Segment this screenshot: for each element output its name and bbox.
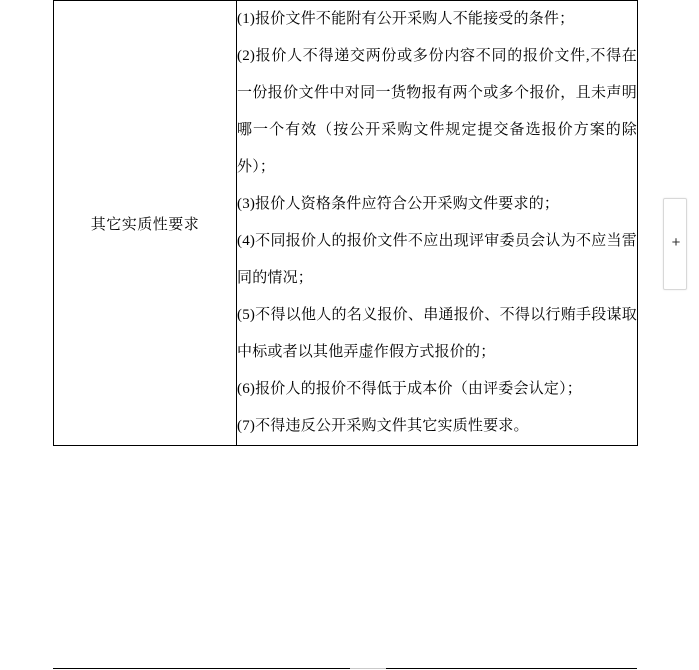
row-label-text: 其它实质性要求 [90, 216, 200, 233]
clause-6: (6)报价人的报价不得低于成本价（由评委会认定）； [237, 381, 582, 397]
clause-7: (7)不得违反公开采购文件其它实质性要求。 [237, 418, 529, 434]
table-bottom-border [53, 668, 637, 669]
clause-1: (1)报价文件不能附有公开采购人不能接受的条件； [237, 11, 575, 27]
row-content-cell [237, 1, 638, 446]
row-label-cell [54, 1, 237, 446]
page-break-tick [350, 664, 386, 669]
clause-2: (2)报价人不得递交两份或多份内容不同的报价文件,不得在一份报价文件中对同一货物报有两个或多个报价，且未声明哪一个有效（按公开采购文件规定提交备选报价方案的除外）； [237, 48, 637, 175]
clause-4: (4)不同报价人的报价文件不应出现评审委员会认为不应当雷同的情况； [237, 233, 637, 286]
clause-5: (5)不得以他人的名义报价、串通报价、不得以行贿手段谋取中标或者以其他弄虚作假方式报价的； [237, 307, 637, 360]
clause-3: (3)报价人资格条件应符合公开采购文件要求的； [237, 196, 560, 212]
table-row [54, 1, 638, 446]
zoom-in-icon[interactable]: + [671, 233, 681, 251]
requirements-table [53, 0, 638, 446]
